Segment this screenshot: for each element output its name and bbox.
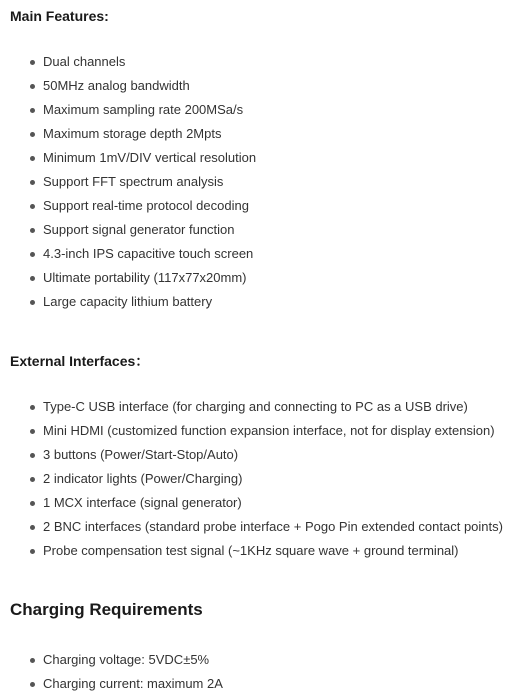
list-item-text: Minimum 1mV/DIV vertical resolution — [43, 150, 257, 165]
list-item — [0, 122, 256, 146]
bullet-icon — [30, 501, 35, 506]
list-item-text: Support FFT spectrum analysis — [43, 174, 224, 189]
bullet-icon — [30, 682, 35, 687]
bullet-icon — [30, 156, 35, 161]
list-item — [0, 266, 256, 290]
bullet-icon — [30, 84, 35, 89]
list-item-text: 1 MCX interface (signal generator) — [43, 495, 242, 510]
list-item-text: 2 BNC interfaces (standard probe interface + Pogo Pin extended contact points) — [43, 519, 503, 534]
list-item — [0, 515, 503, 539]
list-item — [0, 290, 256, 314]
bullet-icon — [30, 300, 35, 305]
list-item — [0, 539, 503, 563]
list-item — [0, 194, 256, 218]
list-item-text: 50MHz analog bandwidth — [43, 78, 190, 93]
list-item-text: Type-C USB interface (for charging and connecting to PC as a USB drive) — [43, 399, 468, 414]
bullet-icon — [30, 252, 35, 257]
list-item — [0, 648, 223, 672]
bullet-icon — [30, 429, 35, 434]
list-item — [0, 170, 256, 194]
list-item-text: Maximum storage depth 2Mpts — [43, 126, 222, 141]
bullet-icon — [30, 405, 35, 410]
bullet-icon — [30, 108, 35, 113]
bullet-icon — [30, 549, 35, 554]
list-item — [0, 672, 223, 696]
list-item-text: 4.3-inch IPS capacitive touch screen — [43, 246, 254, 261]
main-features-list — [0, 50, 256, 314]
list-item — [0, 50, 256, 74]
list-item-text: Support real-time protocol decoding — [43, 198, 249, 213]
list-item-text: Charging current: maximum 2A — [43, 676, 223, 691]
list-item-text: Dual channels — [43, 54, 126, 69]
charging-requirements-list — [0, 648, 223, 696]
list-item-text: 3 buttons (Power/Start-Stop/Auto) — [43, 447, 239, 462]
list-item — [0, 491, 503, 515]
bullet-icon — [30, 60, 35, 65]
list-item-text: Maximum sampling rate 200MSa/s — [43, 102, 244, 117]
external-interfaces-heading: External Interfaces： — [10, 353, 150, 369]
list-item-text: Probe compensation test signal (~1KHz square wave + ground terminal) — [43, 543, 459, 558]
bullet-icon — [30, 228, 35, 233]
charging-requirements-heading: Charging Requirements — [10, 600, 203, 619]
list-item — [0, 242, 256, 266]
external-interfaces-list — [0, 395, 503, 563]
list-item — [0, 443, 503, 467]
list-item-text: Ultimate portability (117x77x20mm) — [43, 270, 247, 285]
bullet-icon — [30, 180, 35, 185]
list-item — [0, 74, 256, 98]
list-item — [0, 146, 256, 170]
bullet-icon — [30, 132, 35, 137]
list-item — [0, 218, 256, 242]
list-item-text: Large capacity lithium battery — [43, 294, 213, 309]
list-item — [0, 98, 256, 122]
list-item-text: Mini HDMI (customized function expansion interface, not for display extension) — [43, 423, 495, 438]
bullet-icon — [30, 525, 35, 530]
list-item-text: 2 indicator lights (Power/Charging) — [43, 471, 243, 486]
list-item — [0, 467, 503, 491]
bullet-icon — [30, 204, 35, 209]
bullet-icon — [30, 276, 35, 281]
main-features-heading: Main Features: — [10, 8, 109, 24]
bullet-icon — [30, 453, 35, 458]
list-item — [0, 395, 503, 419]
list-item-text: Support signal generator function — [43, 222, 235, 237]
list-item — [0, 419, 503, 443]
bullet-icon — [30, 477, 35, 482]
bullet-icon — [30, 658, 35, 663]
list-item-text: Charging voltage: 5VDC±5% — [43, 652, 210, 667]
